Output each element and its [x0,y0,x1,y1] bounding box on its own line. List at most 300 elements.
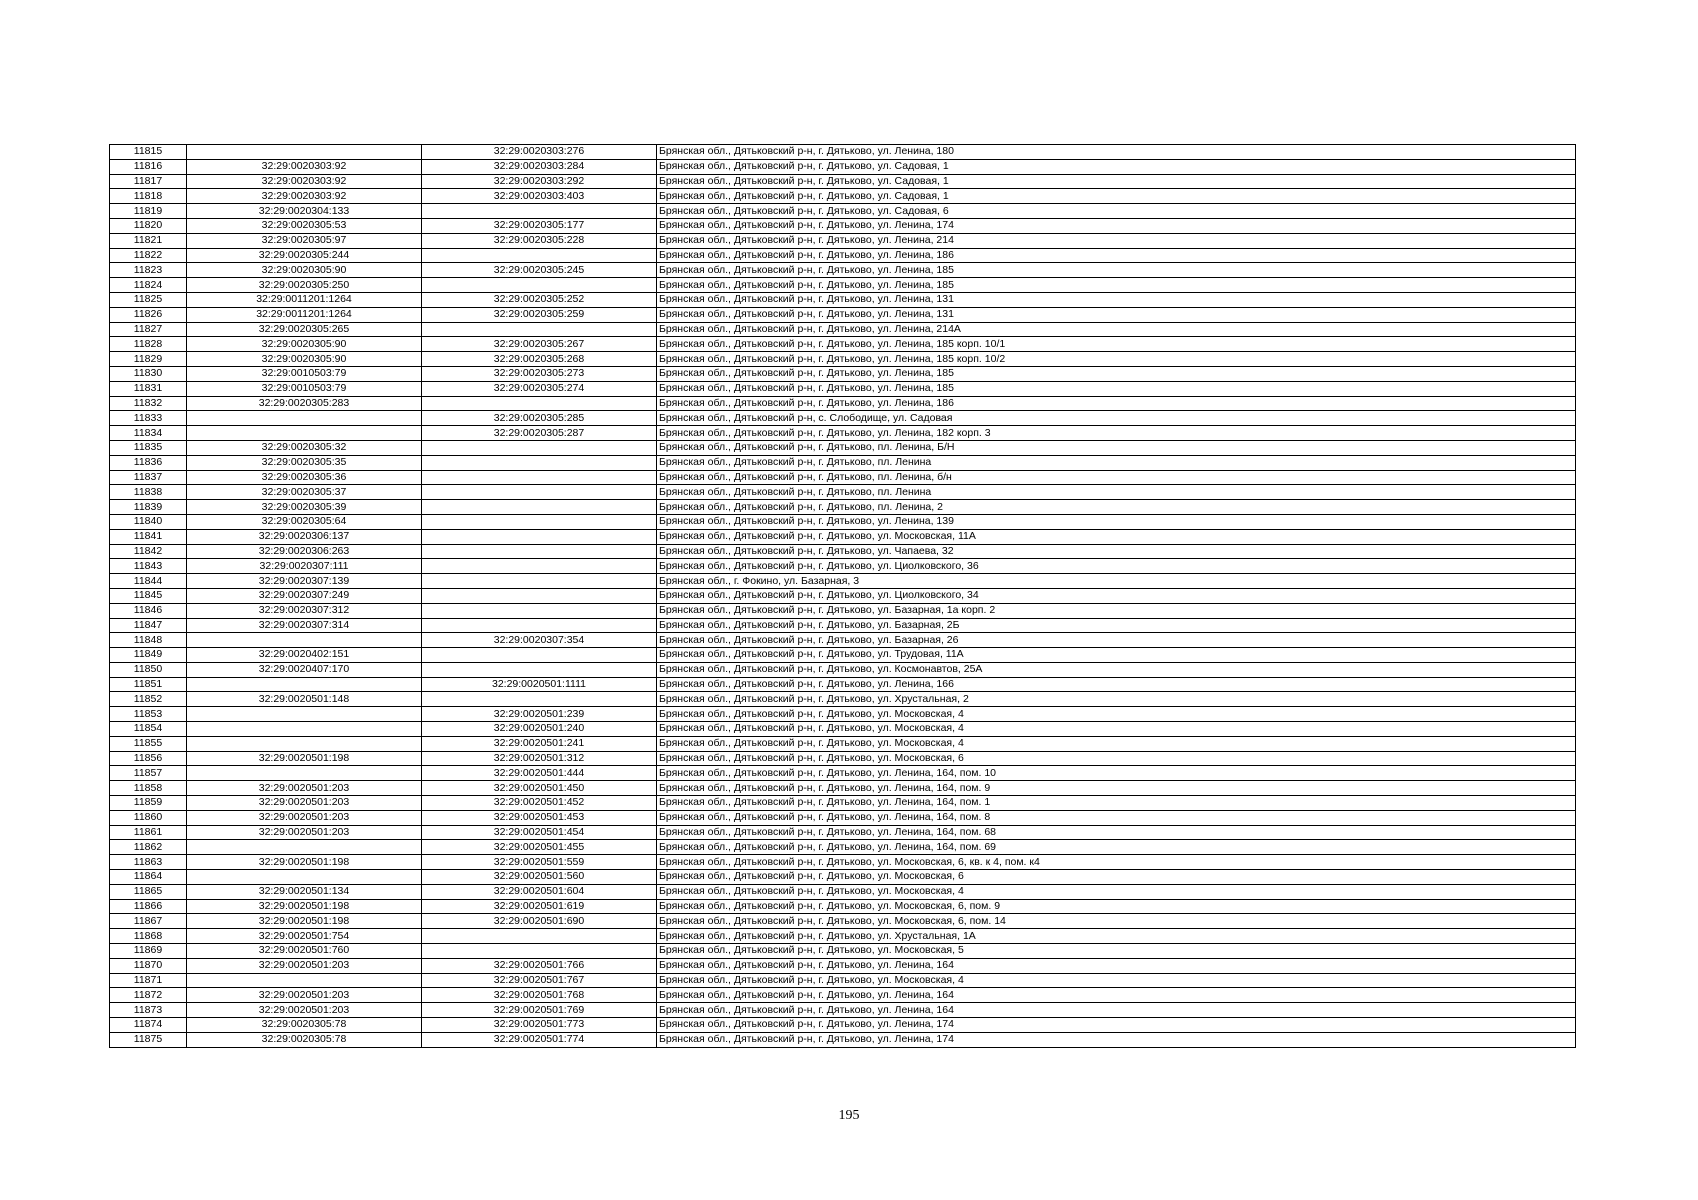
cadastral-number-cell: 32:29:0020501:559 [422,855,657,870]
table-row [110,337,1576,352]
parent-cadastral-number-cell [187,840,422,855]
parent-cadastral-number-cell: 32:29:0020305:250 [187,278,422,293]
cadastral-number-cell: 32:29:0020501:455 [422,840,657,855]
address-cell: Брянская обл., Дятьковский р-н, г. Дятьково, ул. Садовая, 1 [657,159,1576,174]
table-row [110,529,1576,544]
row-number-cell: 11861 [110,825,187,840]
address-cell: Брянская обл., Дятьковский р-н, г. Дятьково, ул. Ленина, 186 [657,248,1576,263]
address-cell: Брянская обл., Дятьковский р-н, г. Дятьково, ул. Московская, 6, пом. 14 [657,914,1576,929]
address-cell: Брянская обл., Дятьковский р-н, г. Дятьково, ул. Ленина, 164 [657,1003,1576,1018]
address-cell: Брянская обл., Дятьковский р-н, г. Дятьково, ул. Ленина, 185 [657,263,1576,278]
parent-cadastral-number-cell: 32:29:0020307:139 [187,574,422,589]
cadastral-number-cell: 32:29:0020303:292 [422,174,657,189]
table-row [110,944,1576,959]
row-number-cell: 11832 [110,396,187,411]
parent-cadastral-number-cell: 32:29:0020305:53 [187,218,422,233]
row-number-cell: 11854 [110,722,187,737]
table-row [110,159,1576,174]
parent-cadastral-number-cell: 32:29:0020305:37 [187,485,422,500]
cadastral-number-cell: 32:29:0020501:774 [422,1032,657,1047]
row-number-cell: 11815 [110,145,187,160]
table-row [110,870,1576,885]
cadastral-number-cell: 32:29:0020501:312 [422,751,657,766]
cadastral-number-cell: 32:29:0020305:287 [422,426,657,441]
table-row [110,736,1576,751]
cadastral-number-cell: 32:29:0020501:1111 [422,677,657,692]
row-number-cell: 11852 [110,692,187,707]
address-cell: Брянская обл., Дятьковский р-н, г. Дятьково, ул. Ленина, 174 [657,218,1576,233]
table-row [110,633,1576,648]
parent-cadastral-number-cell: 32:29:0020305:90 [187,263,422,278]
parent-cadastral-number-cell: 32:29:0020307:314 [187,618,422,633]
parent-cadastral-number-cell: 32:29:0020407:170 [187,662,422,677]
address-cell: Брянская обл., Дятьковский р-н, г. Дятьково, ул. Хрустальная, 2 [657,692,1576,707]
address-cell: Брянская обл., Дятьковский р-н, г. Дятьково, ул. Московская, 4 [657,973,1576,988]
cadastral-number-cell [422,662,657,677]
parent-cadastral-number-cell: 32:29:0020501:203 [187,958,422,973]
cadastral-number-cell [422,648,657,663]
address-cell: Брянская обл., Дятьковский р-н, г. Дятьково, ул. Московская, 11А [657,529,1576,544]
row-number-cell: 11824 [110,278,187,293]
table-row [110,988,1576,1003]
row-number-cell: 11874 [110,1018,187,1033]
address-cell: Брянская обл., Дятьковский р-н, г. Дятьково, пл. Ленина, Б/Н [657,440,1576,455]
table-row [110,618,1576,633]
table-row [110,204,1576,219]
parent-cadastral-number-cell: 32:29:0020305:35 [187,455,422,470]
table-row [110,233,1576,248]
cadastral-number-cell: 32:29:0020305:273 [422,366,657,381]
row-number-cell: 11867 [110,914,187,929]
row-number-cell: 11838 [110,485,187,500]
parent-cadastral-number-cell: 32:29:0020307:111 [187,559,422,574]
parent-cadastral-number-cell: 32:29:0020307:312 [187,603,422,618]
parent-cadastral-number-cell: 32:29:0011201:1264 [187,292,422,307]
row-number-cell: 11831 [110,381,187,396]
cadastral-number-cell: 32:29:0020501:560 [422,870,657,885]
address-cell: Брянская обл., Дятьковский р-н, г. Дятьково, ул. Ленина, 164, пом. 69 [657,840,1576,855]
cadastral-number-cell [422,278,657,293]
row-number-cell: 11821 [110,233,187,248]
address-cell: Брянская обл., Дятьковский р-н, г. Дятьково, ул. Ленина, 131 [657,307,1576,322]
cadastral-number-cell [422,396,657,411]
table-row [110,677,1576,692]
address-cell: Брянская обл., Дятьковский р-н, г. Дятьково, ул. Ленина, 185 корп. 10/1 [657,337,1576,352]
row-number-cell: 11856 [110,751,187,766]
parent-cadastral-number-cell: 32:29:0020305:244 [187,248,422,263]
parent-cadastral-number-cell: 32:29:0020305:78 [187,1018,422,1033]
address-cell: Брянская обл., Дятьковский р-н, г. Дятьково, ул. Циолковского, 34 [657,588,1576,603]
row-number-cell: 11866 [110,899,187,914]
cadastral-number-cell: 32:29:0020305:245 [422,263,657,278]
row-number-cell: 11837 [110,470,187,485]
row-number-cell: 11858 [110,781,187,796]
cadastral-number-cell: 32:29:0020501:773 [422,1018,657,1033]
parent-cadastral-number-cell: 32:29:0020501:148 [187,692,422,707]
row-number-cell: 11859 [110,796,187,811]
row-number-cell: 11849 [110,648,187,663]
cadastral-number-cell: 32:29:0020305:285 [422,411,657,426]
table-row [110,366,1576,381]
address-cell: Брянская обл., Дятьковский р-н, г. Дятьково, ул. Ленина, 185 [657,381,1576,396]
address-cell: Брянская обл., Дятьковский р-н, г. Дятьково, ул. Садовая, 1 [657,174,1576,189]
row-number-cell: 11840 [110,514,187,529]
address-cell: Брянская обл., Дятьковский р-н, г. Дятьково, ул. Ленина, 214 [657,233,1576,248]
row-number-cell: 11819 [110,204,187,219]
address-cell: Брянская обл., Дятьковский р-н, г. Дятьково, ул. Ленина, 164, пом. 8 [657,810,1576,825]
row-number-cell: 11873 [110,1003,187,1018]
cadastral-number-cell: 32:29:0020501:452 [422,796,657,811]
parent-cadastral-number-cell [187,707,422,722]
row-number-cell: 11865 [110,884,187,899]
cadastral-number-cell: 32:29:0020501:766 [422,958,657,973]
parent-cadastral-number-cell: 32:29:0020501:203 [187,1003,422,1018]
table-body [110,145,1576,1048]
cadastral-number-cell [422,559,657,574]
address-cell: Брянская обл., Дятьковский р-н, г. Дятьково, ул. Ленина, 174 [657,1032,1576,1047]
table-row [110,648,1576,663]
cadastral-number-cell: 32:29:0020501:768 [422,988,657,1003]
parent-cadastral-number-cell: 32:29:0020501:754 [187,929,422,944]
parent-cadastral-number-cell: 32:29:0020303:92 [187,159,422,174]
row-number-cell: 11836 [110,455,187,470]
cadastral-number-cell [422,692,657,707]
row-number-cell: 11828 [110,337,187,352]
table-row [110,766,1576,781]
parent-cadastral-number-cell: 32:29:0011201:1264 [187,307,422,322]
address-cell: Брянская обл., Дятьковский р-н, г. Дятьково, ул. Садовая, 6 [657,204,1576,219]
address-cell: Брянская обл., Дятьковский р-н, г. Дятьково, пл. Ленина, б/н [657,470,1576,485]
parent-cadastral-number-cell: 32:29:0020305:265 [187,322,422,337]
table-row [110,840,1576,855]
cadastral-number-cell [422,603,657,618]
row-number-cell: 11872 [110,988,187,1003]
cadastral-number-cell [422,485,657,500]
row-number-cell: 11868 [110,929,187,944]
cadastral-number-cell: 32:29:0020501:241 [422,736,657,751]
address-cell: Брянская обл., Дятьковский р-н, г. Дятьково, ул. Ленина, 185 корп. 10/2 [657,352,1576,367]
address-cell: Брянская обл., Дятьковский р-н, г. Дятьково, ул. Московская, 4 [657,884,1576,899]
table-row [110,411,1576,426]
cadastral-number-cell: 32:29:0020305:177 [422,218,657,233]
row-number-cell: 11825 [110,292,187,307]
table-row [110,722,1576,737]
cadastral-number-cell [422,618,657,633]
address-cell: Брянская обл., Дятьковский р-н, г. Дятьково, ул. Циолковского, 36 [657,559,1576,574]
table-row [110,1032,1576,1047]
table-row [110,751,1576,766]
row-number-cell: 11853 [110,707,187,722]
cadastral-number-cell: 32:29:0020501:454 [422,825,657,840]
table-row [110,174,1576,189]
row-number-cell: 11816 [110,159,187,174]
table-row [110,662,1576,677]
parent-cadastral-number-cell: 32:29:0020305:64 [187,514,422,529]
address-cell: Брянская обл., Дятьковский р-н, г. Дятьково, ул. Московская, 4 [657,736,1576,751]
parent-cadastral-number-cell: 32:29:0020501:203 [187,781,422,796]
row-number-cell: 11820 [110,218,187,233]
table-row [110,884,1576,899]
cadastral-number-cell: 32:29:0020501:769 [422,1003,657,1018]
parent-cadastral-number-cell [187,766,422,781]
parent-cadastral-number-cell [187,633,422,648]
row-number-cell: 11822 [110,248,187,263]
table-row [110,263,1576,278]
table-row [110,218,1576,233]
row-number-cell: 11829 [110,352,187,367]
row-number-cell: 11818 [110,189,187,204]
cadastral-number-cell: 32:29:0020305:228 [422,233,657,248]
table-row [110,899,1576,914]
table-row [110,1003,1576,1018]
row-number-cell: 11847 [110,618,187,633]
address-cell: Брянская обл., Дятьковский р-н, г. Дятьково, ул. Ленина, 164 [657,958,1576,973]
address-cell: Брянская обл., Дятьковский р-н, г. Дятьково, ул. Ленина, 164, пом. 9 [657,781,1576,796]
address-cell: Брянская обл., Дятьковский р-н, г. Дятьково, ул. Московская, 6, кв. к 4, пом. к4 [657,855,1576,870]
address-cell: Брянская обл., Дятьковский р-н, г. Дятьково, ул. Базарная, 2Б [657,618,1576,633]
address-cell: Брянская обл., Дятьковский р-н, г. Дятьково, ул. Московская, 6, пом. 9 [657,899,1576,914]
address-cell: Брянская обл., Дятьковский р-н, г. Дятьково, ул. Ленина, 164, пом. 68 [657,825,1576,840]
parent-cadastral-number-cell [187,145,422,160]
table-row [110,145,1576,160]
table-row [110,973,1576,988]
row-number-cell: 11842 [110,544,187,559]
table-row [110,781,1576,796]
table-row [110,810,1576,825]
cadastral-number-cell: 32:29:0020501:619 [422,899,657,914]
parent-cadastral-number-cell: 32:29:0020306:263 [187,544,422,559]
address-cell: Брянская обл., Дятьковский р-н, г. Дятьково, ул. Ленина, 131 [657,292,1576,307]
cadastral-number-cell [422,529,657,544]
cadastral-number-cell: 32:29:0020501:239 [422,707,657,722]
address-cell: Брянская обл., Дятьковский р-н, г. Дятьково, ул. Ленина, 139 [657,514,1576,529]
address-cell: Брянская обл., Дятьковский р-н, г. Дятьково, ул. Московская, 5 [657,944,1576,959]
table-row [110,426,1576,441]
table-row [110,189,1576,204]
row-number-cell: 11841 [110,529,187,544]
cadastral-number-cell [422,944,657,959]
cadastral-number-cell [422,455,657,470]
address-cell: Брянская обл., Дятьковский р-н, г. Дятьково, ул. Базарная, 1а корп. 2 [657,603,1576,618]
address-cell: Брянская обл., Дятьковский р-н, г. Дятьково, ул. Ленина, 164, пом. 1 [657,796,1576,811]
parent-cadastral-number-cell: 32:29:0020402:151 [187,648,422,663]
row-number-cell: 11835 [110,440,187,455]
table-row [110,825,1576,840]
cadastral-number-cell: 32:29:0020501:690 [422,914,657,929]
cadastral-number-cell: 32:29:0020305:268 [422,352,657,367]
row-number-cell: 11863 [110,855,187,870]
address-cell: Брянская обл., Дятьковский р-н, г. Дятьково, ул. Ленина, 186 [657,396,1576,411]
address-cell: Брянская обл., Дятьковский р-н, г. Дятьково, ул. Ленина, 182 корп. 3 [657,426,1576,441]
row-number-cell: 11823 [110,263,187,278]
parent-cadastral-number-cell: 32:29:0010503:79 [187,381,422,396]
table-row [110,278,1576,293]
cadastral-number-cell: 32:29:0020305:267 [422,337,657,352]
cadastral-number-cell: 32:29:0020501:453 [422,810,657,825]
address-cell: Брянская обл., Дятьковский р-н, г. Дятьково, ул. Ленина, 174 [657,1018,1576,1033]
row-number-cell: 11857 [110,766,187,781]
table-row [110,914,1576,929]
address-cell: Брянская обл., Дятьковский р-н, г. Дятьково, ул. Ленина, 164 [657,988,1576,1003]
parent-cadastral-number-cell [187,722,422,737]
table-row [110,958,1576,973]
parent-cadastral-number-cell [187,736,422,751]
address-cell: Брянская обл., Дятьковский р-н, г. Дятьково, ул. Ленина, 185 [657,366,1576,381]
table-row [110,470,1576,485]
address-cell: Брянская обл., Дятьковский р-н, г. Дятьково, ул. Базарная, 26 [657,633,1576,648]
table-row [110,692,1576,707]
cadastral-number-cell [422,929,657,944]
table-row [110,440,1576,455]
cadastral-number-cell: 32:29:0020501:604 [422,884,657,899]
row-number-cell: 11834 [110,426,187,441]
table-row [110,292,1576,307]
cadastral-number-cell [422,514,657,529]
cadastral-number-cell: 32:29:0020501:240 [422,722,657,737]
address-cell: Брянская обл., Дятьковский р-н, г. Дятьково, ул. Ленина, 185 [657,278,1576,293]
address-cell: Брянская обл., Дятьковский р-н, г. Дятьково, ул. Чапаева, 32 [657,544,1576,559]
row-number-cell: 11875 [110,1032,187,1047]
row-number-cell: 11848 [110,633,187,648]
table-row [110,707,1576,722]
address-cell: Брянская обл., Дятьковский р-н, г. Дятьково, ул. Московская, 4 [657,707,1576,722]
cadastral-number-cell [422,248,657,263]
table-row [110,603,1576,618]
address-cell: Брянская обл., Дятьковский р-н, г. Дятьково, ул. Ленина, 214А [657,322,1576,337]
parent-cadastral-number-cell: 32:29:0010503:79 [187,366,422,381]
cadastral-number-cell: 32:29:0020307:354 [422,633,657,648]
table-row [110,514,1576,529]
table-row [110,381,1576,396]
address-cell: Брянская обл., Дятьковский р-н, г. Дятьково, ул. Садовая, 1 [657,189,1576,204]
row-number-cell: 11817 [110,174,187,189]
page-number: 195 [838,1108,860,1123]
parent-cadastral-number-cell: 32:29:0020501:134 [187,884,422,899]
parent-cadastral-number-cell: 32:29:0020501:198 [187,899,422,914]
parent-cadastral-number-cell: 32:29:0020305:97 [187,233,422,248]
row-number-cell: 11826 [110,307,187,322]
parent-cadastral-number-cell: 32:29:0020501:203 [187,796,422,811]
address-cell: Брянская обл., Дятьковский р-н, г. Дятьково, пл. Ленина, 2 [657,500,1576,515]
cadastral-number-cell [422,322,657,337]
table-row [110,307,1576,322]
table-row [110,796,1576,811]
table-row [110,544,1576,559]
cadastral-number-cell: 32:29:0020303:284 [422,159,657,174]
row-number-cell: 11843 [110,559,187,574]
cadastral-number-cell [422,574,657,589]
address-cell: Брянская обл., Дятьковский р-н, г. Дятьково, ул. Ленина, 166 [657,677,1576,692]
address-cell: Брянская обл., Дятьковский р-н, г. Дятьково, пл. Ленина [657,455,1576,470]
cadastral-number-cell [422,204,657,219]
parent-cadastral-number-cell: 32:29:0020501:203 [187,988,422,1003]
parent-cadastral-number-cell: 32:29:0020306:137 [187,529,422,544]
parent-cadastral-number-cell: 32:29:0020304:133 [187,204,422,219]
address-cell: Брянская обл., Дятьковский р-н, г. Дятьково, ул. Ленина, 164, пом. 10 [657,766,1576,781]
cadastral-number-cell [422,588,657,603]
row-number-cell: 11860 [110,810,187,825]
parent-cadastral-number-cell [187,870,422,885]
table-row [110,574,1576,589]
address-cell: Брянская обл., Дятьковский р-н, г. Дятьково, ул. Московская, 6 [657,870,1576,885]
row-number-cell: 11870 [110,958,187,973]
table-row [110,455,1576,470]
parent-cadastral-number-cell: 32:29:0020305:90 [187,337,422,352]
cadastral-number-cell: 32:29:0020501:767 [422,973,657,988]
parent-cadastral-number-cell: 32:29:0020305:78 [187,1032,422,1047]
address-cell: Брянская обл., Дятьковский р-н, с. Слободище, ул. Садовая [657,411,1576,426]
table-row [110,559,1576,574]
row-number-cell: 11833 [110,411,187,426]
cadastral-number-cell [422,440,657,455]
table-row [110,485,1576,500]
address-cell: Брянская обл., Дятьковский р-н, г. Дятьково, ул. Трудовая, 11А [657,648,1576,663]
parent-cadastral-number-cell: 32:29:0020303:92 [187,174,422,189]
address-cell: Брянская обл., Дятьковский р-н, г. Дятьково, ул. Хрустальная, 1А [657,929,1576,944]
parent-cadastral-number-cell: 32:29:0020501:198 [187,751,422,766]
row-number-cell: 11871 [110,973,187,988]
row-number-cell: 11846 [110,603,187,618]
parent-cadastral-number-cell: 32:29:0020501:760 [187,944,422,959]
cadastral-number-cell [422,544,657,559]
row-number-cell: 11864 [110,870,187,885]
cadastral-number-cell [422,500,657,515]
address-cell: Брянская обл., Дятьковский р-н, г. Дятьково, ул. Московская, 6 [657,751,1576,766]
parent-cadastral-number-cell: 32:29:0020307:249 [187,588,422,603]
cadastral-number-cell: 32:29:0020305:259 [422,307,657,322]
parent-cadastral-number-cell: 32:29:0020303:92 [187,189,422,204]
row-number-cell: 11855 [110,736,187,751]
row-number-cell: 11845 [110,588,187,603]
parent-cadastral-number-cell: 32:29:0020501:198 [187,855,422,870]
table-row [110,396,1576,411]
row-number-cell: 11839 [110,500,187,515]
parent-cadastral-number-cell: 32:29:0020501:203 [187,825,422,840]
parent-cadastral-number-cell: 32:29:0020305:36 [187,470,422,485]
cadastral-number-cell: 32:29:0020305:274 [422,381,657,396]
row-number-cell: 11827 [110,322,187,337]
parent-cadastral-number-cell [187,411,422,426]
parent-cadastral-number-cell: 32:29:0020501:198 [187,914,422,929]
parent-cadastral-number-cell [187,973,422,988]
address-cell: Брянская обл., г. Фокино, ул. Базарная, 3 [657,574,1576,589]
parent-cadastral-number-cell [187,677,422,692]
parent-cadastral-number-cell [187,426,422,441]
parent-cadastral-number-cell: 32:29:0020305:283 [187,396,422,411]
cadastral-number-cell: 32:29:0020305:252 [422,292,657,307]
parent-cadastral-number-cell: 32:29:0020305:90 [187,352,422,367]
table-row [110,929,1576,944]
row-number-cell: 11869 [110,944,187,959]
cadastral-number-cell: 32:29:0020303:276 [422,145,657,160]
row-number-cell: 11844 [110,574,187,589]
cadastral-table [109,144,1576,1048]
table-row [110,855,1576,870]
table-row [110,588,1576,603]
row-number-cell: 11851 [110,677,187,692]
address-cell: Брянская обл., Дятьковский р-н, г. Дятьково, ул. Космонавтов, 25А [657,662,1576,677]
table-row [110,248,1576,263]
parent-cadastral-number-cell: 32:29:0020305:39 [187,500,422,515]
row-number-cell: 11850 [110,662,187,677]
parent-cadastral-number-cell: 32:29:0020501:203 [187,810,422,825]
cadastral-number-cell: 32:29:0020501:444 [422,766,657,781]
cadastral-number-cell: 32:29:0020303:403 [422,189,657,204]
address-cell: Брянская обл., Дятьковский р-н, г. Дятьково, пл. Ленина [657,485,1576,500]
row-number-cell: 11862 [110,840,187,855]
cadastral-number-cell: 32:29:0020501:450 [422,781,657,796]
parent-cadastral-number-cell: 32:29:0020305:32 [187,440,422,455]
